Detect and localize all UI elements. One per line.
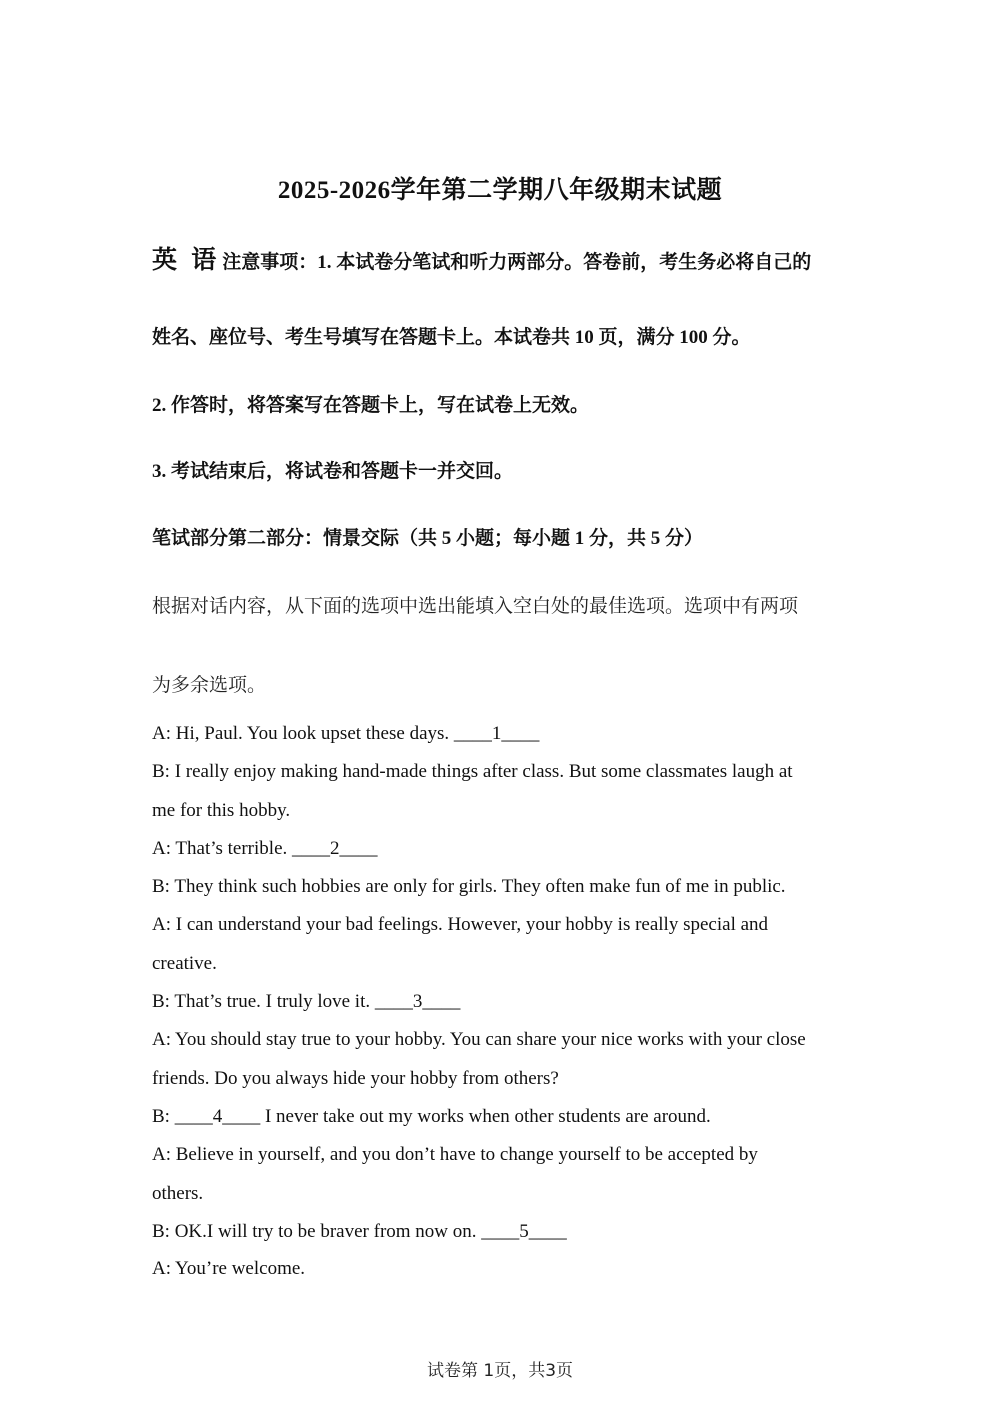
dialogue-line: A: I can understand your bad feelings. However, your hobby is really special and: [152, 914, 769, 935]
page-footer: 试卷第 1页，共3页: [426, 1361, 574, 1381]
notice-line-2: 姓名、座位号、考生号填写在答题卡上。本试卷共 10 页，满分 100 分。: [152, 327, 751, 348]
dialogue-line: friends. Do you always hide your hobby from others?: [152, 1068, 559, 1089]
dialogue-line: B: I really enjoy making hand-made things after class. But some classmates laugh at: [152, 761, 793, 782]
page-title: 2025-2026学年第二学期八年级期末试题: [277, 177, 723, 204]
dialogue-line: A: You’re welcome.: [152, 1258, 306, 1279]
notice-text-1: 注意事项：1. 本试卷分笔试和听力两部分。答卷前，考生务必将自己的: [222, 252, 812, 273]
dialogue-line: creative.: [152, 953, 217, 974]
dialogue-line: A: That’s terrible. ____2____: [152, 838, 378, 859]
dialogue-line: B: They think such hobbies are only for girls. They often make fun of me in public.: [152, 876, 786, 897]
dialogue-line: A: Believe in yourself, and you don’t have to change yourself to be accepted by: [152, 1144, 758, 1165]
instruction-line-2: 为多余选项。: [152, 674, 267, 696]
dialogue-line: B: OK.I will try to be braver from now on. ____5____: [152, 1221, 567, 1242]
dialogue-line: others.: [152, 1183, 204, 1204]
dialogue-line: B: ____4____ I never take out my works when other students are around.: [152, 1106, 711, 1127]
subject-label: 英 语: [152, 247, 221, 274]
notice-line-1: [152, 240, 811, 276]
dialogue-line: me for this hobby.: [152, 800, 291, 821]
notice-line-4: 3. 考试结束后，将试卷和答题卡一并交回。: [152, 461, 514, 482]
section-heading: 笔试部分第二部分：情景交际（共 5 小题；每小题 1 分，共 5 分）: [152, 528, 704, 549]
dialogue-line: A: Hi, Paul. You look upset these days. ____1____: [152, 723, 540, 744]
dialogue-line: A: You should stay true to your hobby. You can share your nice works with your close: [152, 1029, 806, 1050]
dialogue-line: B: That’s true. I truly love it. ____3____: [152, 991, 461, 1012]
instruction-line-1: 根据对话内容，从下面的选项中选出能填入空白处的最佳选项。选项中有两项: [152, 595, 799, 617]
notice-line-3: 2. 作答时，将答案写在答题卡上，写在试卷上无效。: [152, 395, 590, 416]
